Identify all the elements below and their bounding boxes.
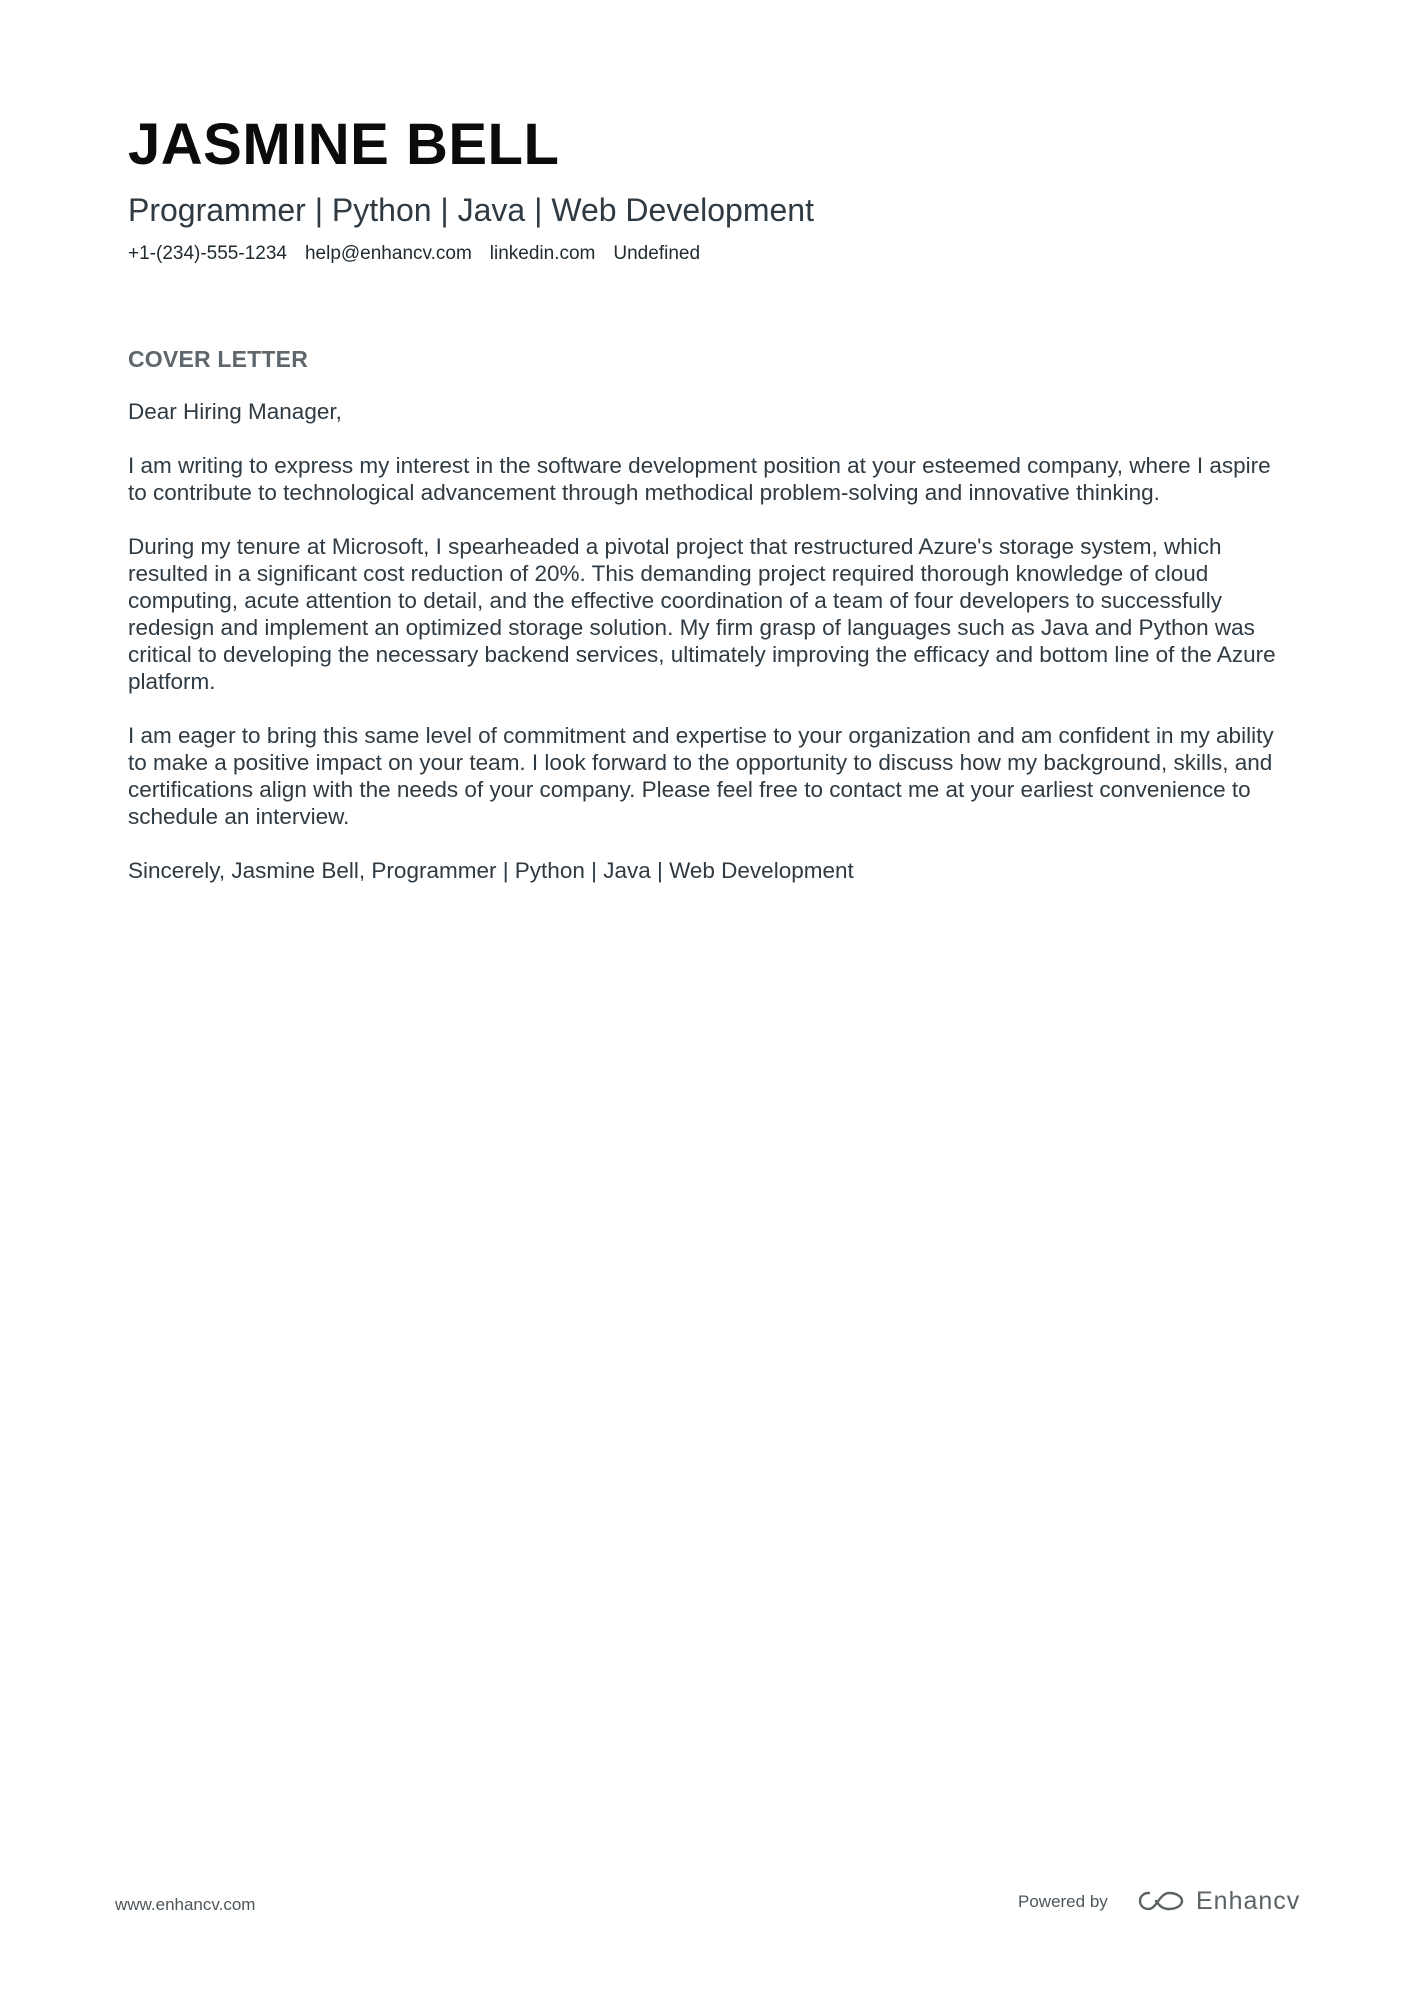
closing-line: Sincerely, Jasmine Bell, Programmer | Python | Java | Web Development xyxy=(128,858,854,883)
linkedin-link[interactable]: linkedin.com xyxy=(489,243,596,264)
email-link[interactable]: help@enhancv.com xyxy=(304,243,472,264)
letter-paragraph-1: I am writing to express my interest in the software development position at your esteemed company, where I aspire to contribute to technological advancement through methodical problem-solving and innovative thinking. xyxy=(128,453,1271,505)
contact-info xyxy=(128,242,1288,266)
page-footer xyxy=(0,1880,1410,1940)
enhancv-logo-icon xyxy=(1138,1888,1186,1914)
resume-header xyxy=(128,112,1288,266)
section-title: COVER LETTER xyxy=(128,346,309,372)
letter-paragraph-3: I am eager to bring this same level of commitment and expertise to your organization and am confident in my ability to make a positive impact on your team. I look forward to the opportunity to discuss how my background, skills, and certifications align with the needs of your company. Please feel free to contact me at your earliest convenience to schedule an interview. xyxy=(128,723,1274,829)
salutation: Dear Hiring Manager, xyxy=(128,399,342,424)
website-link[interactable]: www.enhancv.com xyxy=(115,1895,256,1914)
cover-letter-body xyxy=(128,345,1288,911)
phone-number: +1-(234)-555-1234 xyxy=(128,243,287,264)
location: Undefined xyxy=(613,243,701,264)
letter-paragraph-2: During my tenure at Microsoft, I spearheaded a pivotal project that restructured Azure's storage system, which resulted in a significant cost reduction of 20%. This demanding project required thorough knowledge of cloud computing, acute attention to detail, and the effective coordination of a team of four developers to successfully redesign and implement an optimized storage solution. My firm grasp of languages such as Java and Python was critical to developing the necessary backend services, ultimately improving the efficacy and bottom line of the Azure platform. xyxy=(128,534,1276,694)
enhancv-brand[interactable] xyxy=(1138,1887,1300,1915)
candidate-name: JASMINE BELL xyxy=(128,112,560,177)
powered-by-label: Powered by xyxy=(1018,1892,1108,1911)
candidate-title: Programmer | Python | Java | Web Development xyxy=(128,192,814,228)
brand-name: Enhancv xyxy=(1196,1887,1301,1915)
